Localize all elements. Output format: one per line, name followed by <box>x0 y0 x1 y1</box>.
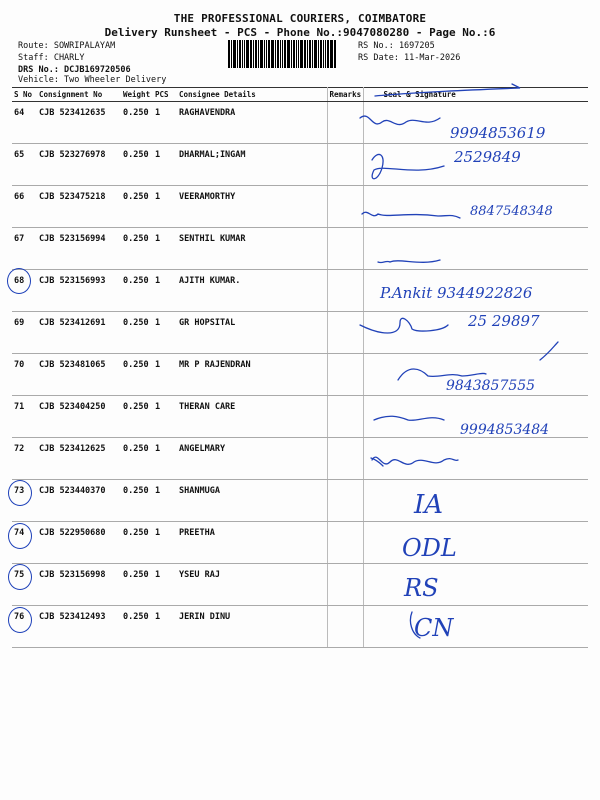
row-remarks <box>327 270 363 312</box>
rs-number: RS No.: 1697205 <box>358 41 435 51</box>
row-consignee: YSEU RAJ <box>179 570 220 580</box>
handwritten-circle-75 <box>8 564 32 590</box>
row-pcs: 1 <box>155 150 161 160</box>
table-row <box>12 606 588 648</box>
col-sno: S No <box>12 88 37 102</box>
handwritten-signature-68: P.Ankit 9344922826 <box>380 284 533 302</box>
row-sno: 67 <box>14 234 25 244</box>
row-consignment: CJB 523276978 <box>39 150 106 160</box>
route-label: Route: SOWRIPALAYAM <box>18 41 116 51</box>
col-pcs: PCS <box>153 88 177 102</box>
row-pcs: 1 <box>155 402 161 412</box>
row-weight: 0.250 <box>123 150 149 160</box>
handwritten-circle-73 <box>8 480 32 506</box>
row-consignee: VEERAMORTHY <box>179 192 236 202</box>
row-sno: 71 <box>14 402 25 412</box>
row-consignment: CJB 523156998 <box>39 570 106 580</box>
row-remarks <box>327 564 363 606</box>
handwritten-initials-76: CN <box>414 614 454 642</box>
row-signature-cell <box>363 522 588 564</box>
handwritten-signature-69: 25 29897 <box>468 312 540 330</box>
handwritten-phone-66: 8847548348 <box>470 204 553 219</box>
row-pcs: 1 <box>155 360 161 370</box>
row-consignment: CJB 523156994 <box>39 234 106 244</box>
row-remarks <box>327 312 363 354</box>
row-consignee: SENTHIL KUMAR <box>179 234 246 244</box>
row-signature-cell <box>363 606 588 648</box>
row-remarks <box>327 480 363 522</box>
rs-date: RS Date: 11-Mar-2026 <box>358 53 461 63</box>
row-sno: 65 <box>14 150 25 160</box>
row-weight: 0.250 <box>123 276 149 286</box>
col-signature: Seal & Signature <box>363 88 588 102</box>
table-row <box>12 438 588 480</box>
barcode <box>228 40 354 68</box>
drs-number: DRS No.: DCJB169720506 <box>18 65 131 75</box>
row-consignment: CJB 523404250 <box>39 402 106 412</box>
vehicle-label: Vehicle: Two Wheeler Delivery <box>18 75 167 85</box>
row-pcs: 1 <box>155 612 161 622</box>
row-signature-cell <box>363 564 588 606</box>
table-row <box>12 228 588 270</box>
row-remarks <box>327 438 363 480</box>
row-sno: 66 <box>14 192 25 202</box>
table-row <box>12 564 588 606</box>
row-weight: 0.250 <box>123 234 149 244</box>
row-consignment: CJB 523412625 <box>39 444 106 454</box>
row-weight: 0.250 <box>123 402 149 412</box>
staff-label: Staff: CHARLY <box>18 53 85 63</box>
row-consignment: CJB 522950680 <box>39 528 106 538</box>
row-consignment: CJB 523412493 <box>39 612 106 622</box>
row-consignee: DHARMAL;INGAM <box>179 150 246 160</box>
row-consignee: RAGHAVENDRA <box>179 108 236 118</box>
row-consignment: CJB 523156993 <box>39 276 106 286</box>
row-remarks <box>327 522 363 564</box>
handwritten-circle-68 <box>7 268 31 294</box>
company-name: THE PROFESSIONAL COURIERS, COIMBATORE <box>173 12 427 25</box>
row-weight: 0.250 <box>123 192 149 202</box>
handwritten-initials-73: IA <box>414 490 444 520</box>
row-remarks <box>327 354 363 396</box>
row-pcs: 1 <box>155 528 161 538</box>
row-sno: 75 <box>14 570 25 580</box>
row-remarks <box>327 102 363 144</box>
row-sno: 64 <box>14 108 25 118</box>
row-consignment: CJB 523481065 <box>39 360 106 370</box>
row-sno: 68 <box>14 276 25 286</box>
row-sno: 74 <box>14 528 25 538</box>
table-header-row <box>12 88 588 102</box>
handwritten-circle-76 <box>8 607 32 633</box>
row-signature-cell <box>363 438 588 480</box>
row-consignee: PREETHA <box>179 528 215 538</box>
row-consignee: MR P RAJENDRAN <box>179 360 251 370</box>
row-sno: 73 <box>14 486 25 496</box>
table-row <box>12 522 588 564</box>
row-pcs: 1 <box>155 192 161 202</box>
row-pcs: 1 <box>155 234 161 244</box>
col-remarks: Remarks <box>327 88 363 102</box>
table-row <box>12 480 588 522</box>
row-consignee: AJITH KUMAR. <box>179 276 241 286</box>
row-consignment: CJB 523412691 <box>39 318 106 328</box>
col-consignee: Consignee Details <box>177 88 327 102</box>
row-consignee: JERIN DINU <box>179 612 231 622</box>
row-pcs: 1 <box>155 570 161 580</box>
row-consignment: CJB 523440370 <box>39 486 106 496</box>
runsheet-title: Delivery Runsheet - PCS - Phone No.:9047080280 - Page No.:6 <box>104 26 496 39</box>
row-weight: 0.250 <box>123 360 149 370</box>
row-sno: 69 <box>14 318 25 328</box>
handwritten-circle-74 <box>8 523 32 549</box>
row-consignment: CJB 523475218 <box>39 192 106 202</box>
row-weight: 0.250 <box>123 612 149 622</box>
handwritten-initials-74: ODL <box>402 534 457 562</box>
row-weight: 0.250 <box>123 444 149 454</box>
row-signature-cell <box>363 480 588 522</box>
row-weight: 0.250 <box>123 318 149 328</box>
row-consignee: ANGELMARY <box>179 444 226 454</box>
row-remarks <box>327 144 363 186</box>
handwritten-phone-65: 2529849 <box>454 148 521 166</box>
row-remarks <box>327 228 363 270</box>
runsheet-table <box>12 87 588 648</box>
row-pcs: 1 <box>155 486 161 496</box>
row-sno: 70 <box>14 360 25 370</box>
row-pcs: 1 <box>155 108 161 118</box>
handwritten-phone-70: 9843857555 <box>446 378 536 394</box>
row-consignee: SHANMUGA <box>179 486 220 496</box>
row-consignment: CJB 523412635 <box>39 108 106 118</box>
row-remarks <box>327 186 363 228</box>
row-weight: 0.250 <box>123 528 149 538</box>
row-weight: 0.250 <box>123 486 149 496</box>
row-weight: 0.250 <box>123 108 149 118</box>
handwritten-initials-75: RS <box>404 574 439 602</box>
row-remarks <box>327 606 363 648</box>
row-sno: 72 <box>14 444 25 454</box>
row-pcs: 1 <box>155 318 161 328</box>
col-consignment: Consignment No <box>37 88 121 102</box>
row-remarks <box>327 396 363 438</box>
row-pcs: 1 <box>155 276 161 286</box>
row-sno: 76 <box>14 612 25 622</box>
row-consignee: THERAN CARE <box>179 402 236 412</box>
row-signature-cell <box>363 228 588 270</box>
row-pcs: 1 <box>155 444 161 454</box>
row-consignee: GR HOPSITAL <box>179 318 236 328</box>
col-weight: Weight <box>121 88 153 102</box>
handwritten-phone-64: 9994853619 <box>450 124 546 142</box>
row-weight: 0.250 <box>123 570 149 580</box>
handwritten-phone-71: 9994853484 <box>460 422 550 438</box>
